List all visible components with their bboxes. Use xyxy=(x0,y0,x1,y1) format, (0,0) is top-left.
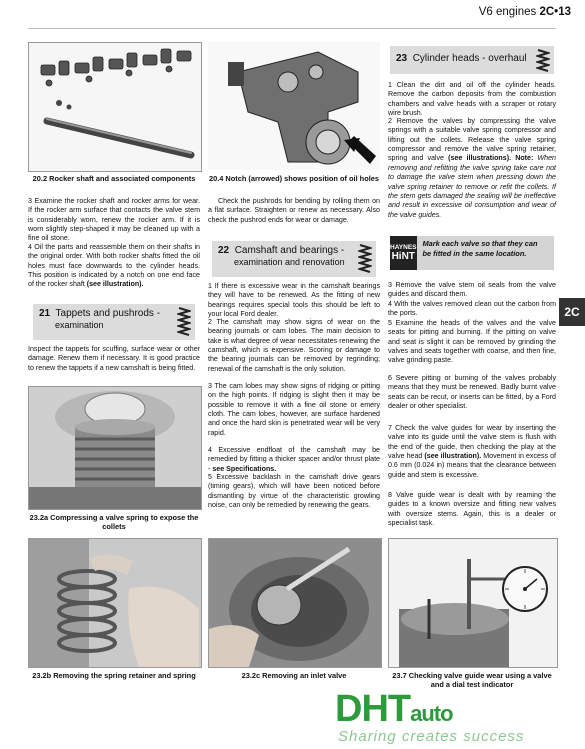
haynes-hint-logo: HAYNES HiNT xyxy=(390,236,417,270)
paragraph-22-3: 3 The cam lobes may show signs of ridging or pitting on the high points. If ridging is slight then it may be possible to remove it with a fine oil stone or emery cloth. The cam lobes, however, are surface hardened and once the hard skin is penetrated wear will be very rapid. xyxy=(208,382,380,437)
figure-23-2c-caption: 23.2c Removing an inlet valve xyxy=(241,671,347,680)
section-heading-22: 22 Camshaft and bearings - examination and renovation xyxy=(212,241,376,277)
paragraph-23-7: 7 Check the valve guides for wear by inserting the valve into its guide until the valve stem is flush with the end of the guide, then checking the play at the valve head (see illustration). Movement in excess of 0.6 mm (0.024 in) means that the clearance between guide and stem is excessive. xyxy=(388,424,556,479)
paragraph-22-4: 4 Excessive endfloat of the camshaft may be remedied by fitting a thicker spacer and/or thrust plate - see Specifications. xyxy=(208,446,380,473)
figure-20-4-caption: 20.4 Notch (arrowed) shows position of oil holes xyxy=(208,174,379,183)
paragraph-23-3: 3 Remove the valve stem oil seals from the valve guides and discard them. xyxy=(388,281,556,299)
paragraph-23-5: 5 Examine the heads of the valves and the valve seats for pitting and burning. If the pitting on valve and seat is slight it can be removed by grinding the valves and seats together with coarse, and then fine, valve grinding paste. xyxy=(388,319,556,365)
paragraph-23-8: 8 Valve guide wear is dealt with by reaming the guides to a known oversize and fitting new valves with oversize stems. Again, this is a dealer or specialist task. xyxy=(388,491,556,528)
hint-text: Mark each valve so that they can be fitted in the same location. xyxy=(422,239,538,258)
paragraph-pushrods: Check the pushrods for bending by rolling them on a flat surface. Straighten or renew as necessary. Also check the pushrod ends for wear or damage. xyxy=(208,197,380,224)
paragraph-21: Inspect the tappets for scuffing, surface wear or other damage. Renew them if necessary. It is good practice to renew the tappets if a new camshaft is being fitted. xyxy=(28,345,200,372)
chapter-tab-2c: 2C xyxy=(559,298,585,326)
figure-20-2-caption: 20.2 Rocker shaft and associated components xyxy=(32,174,196,183)
watermark-logo: DHTauto xyxy=(335,688,453,730)
paragraph-23-2: 2 Remove the valves by compressing the valve springs with a suitable valve spring compressor and lifting out the collets. Release the valve spring compressor and remove the valve spring retainer, spring and valve (see illustrations). Note: When removing and refitting the valve spring take care not to damage the valve stem when pressing down the valve spring retainer to remove or refit the collets. If the stem gets damaged the sealing will be ineffective and result in excessive oil consumption and wear of the valve guides. xyxy=(388,117,556,219)
figure-23-2b-image xyxy=(28,538,202,668)
paragraph-20-3: 3 Examine the rocker shaft and rocker arms for wear. If the rocker arm surface that contacts the valve stem is considerably worn, renew the rocker arm. If it is worn slightly step-shaped it may be cleaned up with a fine oil stone. xyxy=(28,197,200,243)
figure-20-4-image xyxy=(208,42,380,170)
watermark-slogan: Sharing creates success xyxy=(338,728,525,745)
paragraph-23-1: 1 Clean the dirt and oil off the cylinder heads. Remove the carbon deposits from the combustion chambers and valve heads with a scraper or rotary wire brush. xyxy=(388,81,556,118)
figure-23-7-image xyxy=(388,538,558,668)
paragraph-22-5: 5 Excessive backlash in the camshaft drive gears (timing gears), which will have been noticed before dismantling by virtue of the characteristic growling noise, can only be remedied by renewing the gears. xyxy=(208,473,380,510)
figure-23-2a-image xyxy=(28,386,202,510)
paragraph-23-4: 4 With the valves removed clean out the carbon from the ports. xyxy=(388,300,556,318)
section-heading-21: 21 Tappets and pushrods - examination xyxy=(33,304,195,340)
paragraph-23-6: 6 Severe pitting or burning of the valves probably means that they must be renewed. Badly burnt valve seats can be recut, or inserts can be fitted, by a Ford dealer or other specialist. xyxy=(388,374,556,411)
spring-icon xyxy=(358,243,372,275)
section-heading-23: 23 Cylinder heads - overhaul xyxy=(390,46,554,74)
spring-icon xyxy=(536,48,550,72)
running-header xyxy=(479,6,571,18)
header-rule xyxy=(28,28,556,29)
header-page-number: 2C•13 xyxy=(539,6,571,18)
figure-20-2-image xyxy=(28,42,202,172)
spring-icon xyxy=(177,306,191,338)
figure-23-2b-caption: 23.2b Removing the spring retainer and spring xyxy=(32,671,196,680)
paragraph-22-2: 2 The camshaft may show signs of wear on the bearing journals or cam lobes. The main decision to take is what degree of wear necessitates renewing the camshaft, which is expensive. Scoring or damage to the bearing journals can be removed by regrinding; renewal of the camshaft is the only solution. xyxy=(208,318,380,373)
header-section: V6 engines xyxy=(478,6,537,18)
paragraph-20-4: 4 Oil the parts and reassemble them on their shafts in the original order. With both rocker shafts fitted the oil holes must face downwards to the cylinder heads. This position is indicated by a notch on one end face of the rocker shaft (see illustration). xyxy=(28,243,200,289)
figure-23-2c-image xyxy=(208,538,382,668)
figure-23-2a-caption: 23.2a Compressing a valve spring to expose the collets xyxy=(29,513,199,532)
haynes-hint-box xyxy=(390,236,554,270)
paragraph-22-1: 1 If there is excessive wear in the camshaft bearings they will have to be renewed. As the fitting of new bearings requires special tools this should be left to your local Ford dealer. xyxy=(208,282,380,319)
figure-23-7-caption: 23.7 Checking valve guide wear using a valve and a dial test indicator xyxy=(392,671,552,690)
